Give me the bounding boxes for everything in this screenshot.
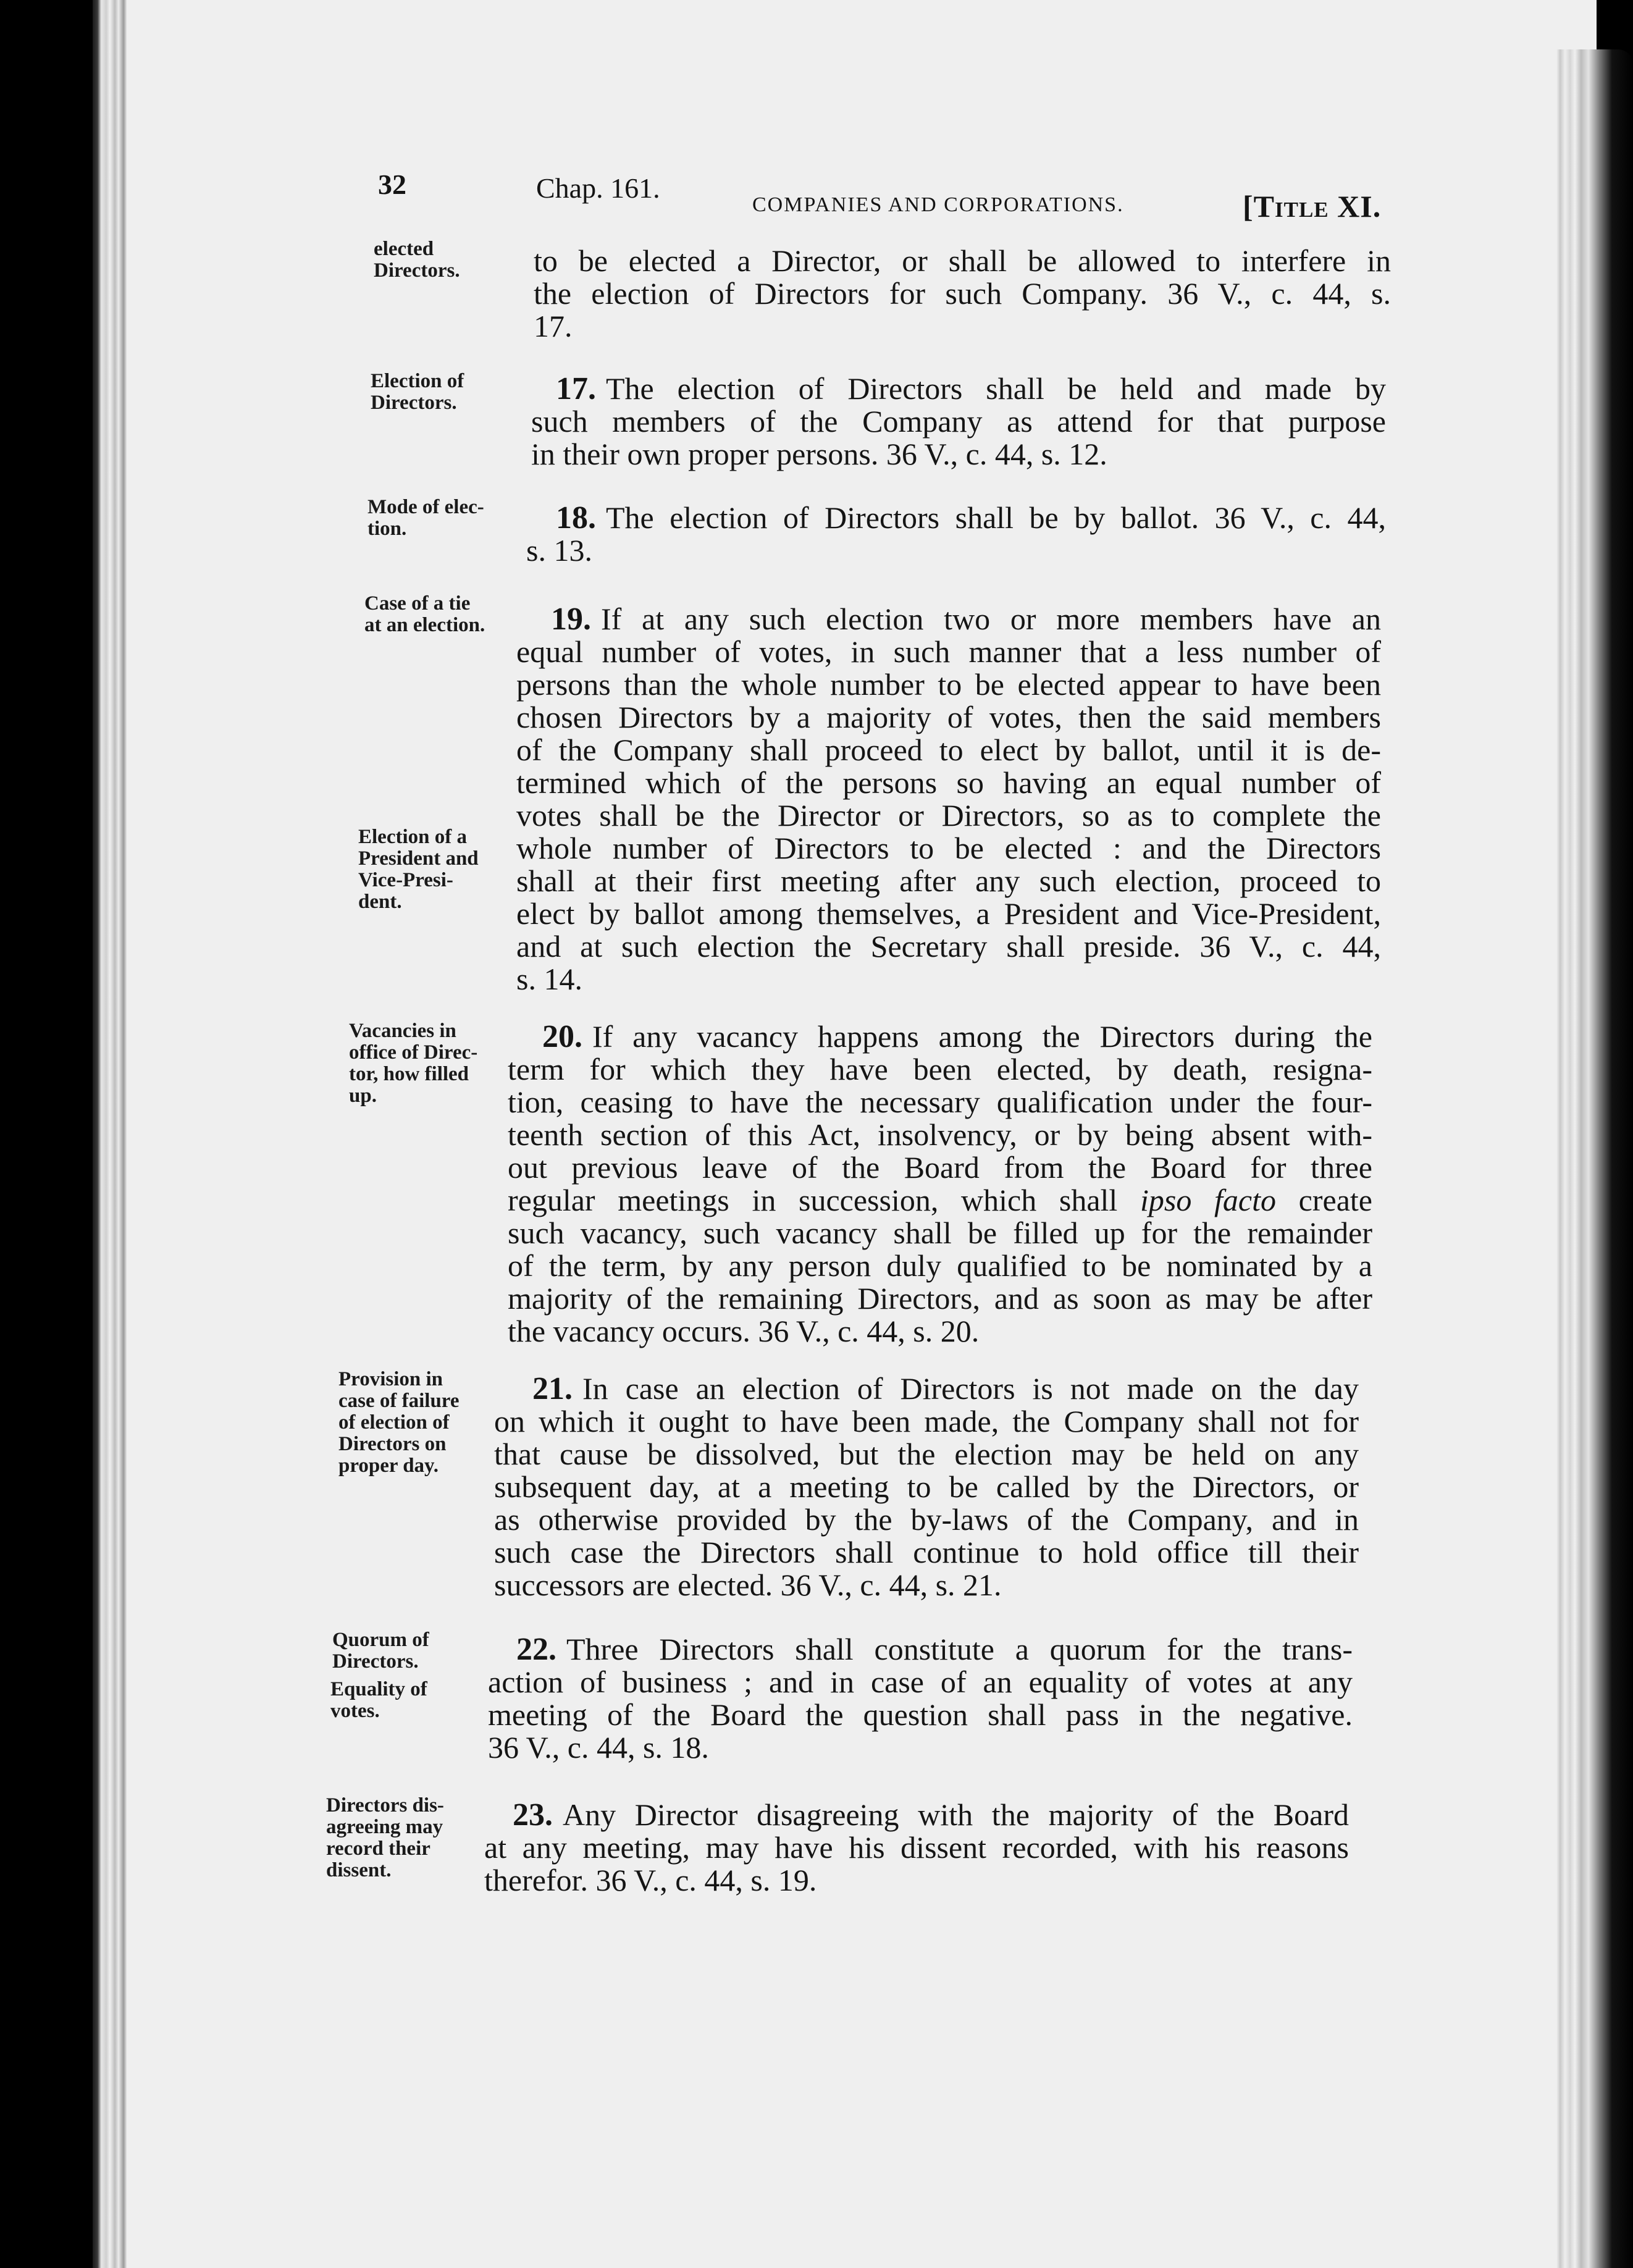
margin-note: Case of a tie at an election. [364,592,485,636]
section-22: 22. Three Directors shall constitute a quorum for the trans- action of business ; and in case of an equality of votes at any meeting of the Board the question shall pass in the negative. 36 V., c. 44, s. 18. [488,1632,1353,1765]
section-18: 18. The election of Directors shall be by ballot. 36 V., c. 44, s. 13. [526,500,1386,568]
running-title: COMPANIES AND CORPORATIONS. [752,193,1124,216]
margin-note: Mode of elec- tion. [367,496,484,540]
margin-note: Directors dis- agreeing may record their dissent. [326,1794,444,1881]
margin-note: Vacancies in office of Direc- tor, how filled up. [349,1020,478,1107]
section-number: 20. [542,1019,582,1054]
italic-phrase: ipso facto [1140,1183,1276,1217]
title-part-label: [Title XI. [1243,189,1382,224]
page-number: 32 [378,169,406,200]
margin-note: Quorum of Directors. [332,1629,429,1673]
section-21: 21. In case an election of Directors is not made on the day on which it ought to have been made, the Company shall not for that cause be dissolved, but the election may be held on any subsequent day, at a meeting to be called by the Directors, or as otherwise provided by the by-laws of the Company, and in such case the Directors shall continue to hold office till their successors are elected. 36 V., c. 44, s. 21. [494,1371,1359,1602]
page-edge-stack [1556,49,1633,2268]
margin-note: elected Directors. [374,238,460,282]
book-binding-edge [93,0,130,2268]
section-number: 21. [532,1371,573,1406]
section-number: 23. [513,1797,553,1833]
section-number: 19. [551,602,591,637]
section-number: 22. [516,1632,556,1667]
margin-note: Provision in case of failure of election of Directors on proper day. [338,1368,460,1477]
section-19: 19. If at any such election two or more members have an equal number of votes, in such manner that a less number of persons than the whole number to be elected appear to have been chosen Directors by a majority of votes, then the said members of the Company shall proceed to elect by ballot, until it is de- termined which of the persons so having an equal number of votes shall be the Director or Directors, so as to complete the whole number of Directors to be elected : and the Directors shall at their first meeting after any such election, proceed to elect by ballot among themselves, a President and Vice-President, and at such election the Secretary shall preside. 36 V., c. 44, s. 14. [516,602,1381,996]
section-number: 18. [556,500,596,536]
section-continuation: to be elected a Director, or shall be allowed to interfere in the election of Directors for such Company. 36 V., c. 44, s. 17. [534,243,1391,343]
margin-note: Equality of votes. [330,1678,427,1722]
margin-note: Election of Directors. [371,370,464,414]
section-17: 17. The election of Directors shall be held and made by such members of the Company as attend for that purpose in their own proper persons. 36 V., c. 44, s. 12. [531,371,1386,471]
section-number: 17. [556,371,596,406]
section-20: 20. If any vacancy happens among the Directors during the term for which they have been elected, by death, resigna- tion, ceasing to have the necessary qualification under the four- teenth section of this Act, insolvency, or by being absent with- out previous leave of the Board from the Board for three regular meetings in succession, which shall ipso facto create such vacancy, such vacancy shall be filled up for the remainder of the term, by any person duly qualified to be nominated by a majority of the remaining Directors, and as soon as may be after the vacancy occurs. 36 V., c. 44, s. 20. [508,1019,1372,1348]
chapter-label: Chap. 161. [536,172,660,204]
margin-note: Election of a President and Vice-Presi- dent. [358,826,479,913]
section-23: 23. Any Director disagreeing with the majority of the Board at any meeting, may have his dissent recorded, with his reasons therefor. 36 V., c. 44, s. 19. [484,1797,1349,1897]
